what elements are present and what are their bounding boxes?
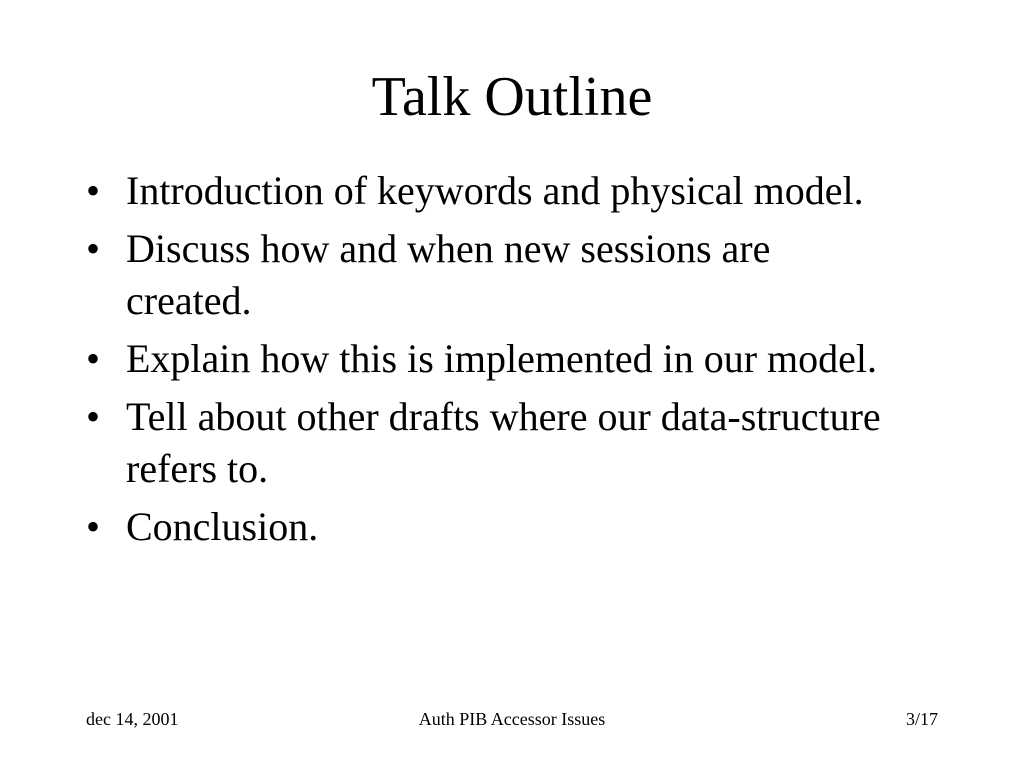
slide-title: Talk Outline — [371, 66, 653, 128]
bullet-text: Introduction of keywords and physical model. — [126, 168, 864, 213]
bullet-icon: • — [86, 226, 101, 271]
footer-title: Auth PIB Accessor Issues — [418, 709, 606, 729]
bullet-text: Discuss how and when new sessions are created. — [126, 226, 771, 323]
bullet-icon: • — [86, 168, 101, 213]
bullet-item — [86, 223, 886, 327]
bullet-item — [86, 333, 886, 385]
bullet-icon: • — [86, 336, 101, 381]
bullet-text: Conclusion. — [126, 504, 319, 549]
bullet-item — [86, 165, 886, 217]
bullet-item — [86, 501, 886, 553]
bullet-text: Explain how this is implemented in our model. — [126, 336, 878, 381]
bullet-list — [86, 165, 886, 559]
bullet-item — [86, 391, 886, 495]
bullet-text: Tell about other drafts where our data-structure refers to. — [126, 394, 881, 491]
bullet-icon: • — [86, 504, 101, 549]
footer-date: dec 14, 2001 — [86, 709, 179, 729]
footer-page-number: 3/17 — [905, 709, 938, 729]
bullet-icon: • — [86, 394, 101, 439]
